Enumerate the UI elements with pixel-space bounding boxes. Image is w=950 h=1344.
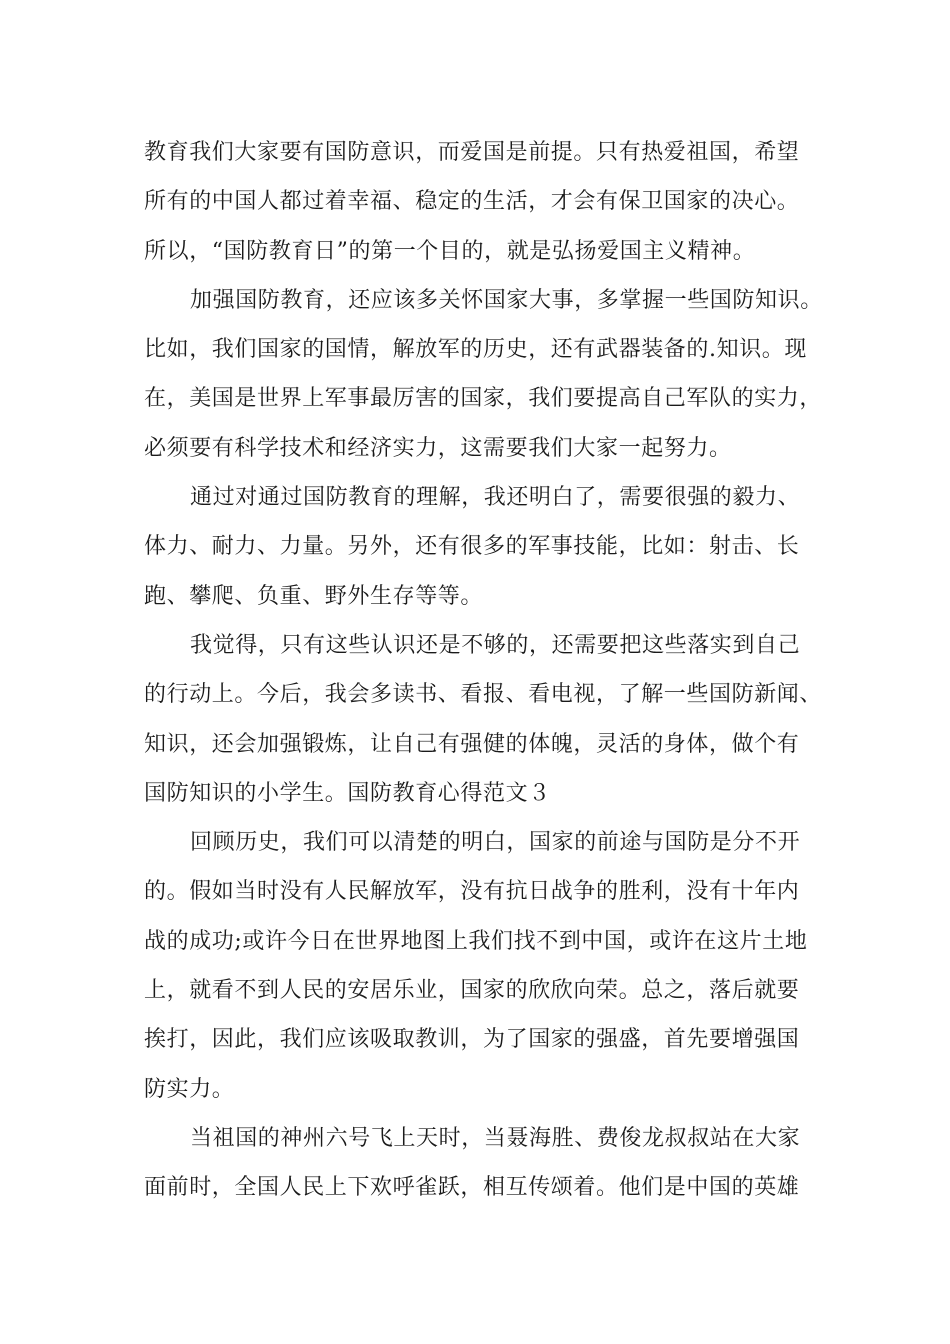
text-line: 教育我们大家要有国防意识，而爱国是前提。只有热爱祖国，希望	[144, 140, 800, 165]
text-line: 知识，还会加强锻炼，让自己有强健的体魄，灵活的身体，做个有	[144, 731, 800, 757]
text-line: 比如，我们国家的国情，解放军的历史，还有武器装备的.知识。现	[144, 337, 807, 363]
paragraph-start-line: 通过对通过国防教育的理解，我还明白了，需要很强的毅力、	[190, 485, 801, 511]
text-line: 在，美国是世界上军事最厉害的国家，我们要提高自己军队的实力，	[144, 386, 823, 412]
text-line: 国防知识的小学生。国防教育心得范文３	[144, 780, 551, 806]
paragraph-start-line: 当祖国的神州六号飞上天时，当聂海胜、费俊龙叔叔站在大家	[190, 1125, 801, 1151]
text-line: 跑、攀爬、负重、野外生存等等。	[144, 583, 484, 609]
document-body	[144, 128, 824, 1213]
text-line: 所以，“国防教育日”的第一个目的，就是弘扬爱国主义精神。	[144, 238, 756, 264]
text-line: 战的成功;或许今日在世界地图上我们找不到中国，或许在这片土地	[144, 928, 808, 954]
text-line: 面前时，全国人民上下欢呼雀跃，相互传颂着。他们是中国的英雄	[144, 1175, 800, 1201]
paragraph-start-line: 我觉得，只有这些认识还是不够的，还需要把这些落实到自己	[190, 632, 801, 658]
paragraph-start-line: 加强国防教育，还应该多关怀国家大事，多掌握一些国防知识。	[190, 287, 823, 313]
text-line: 的行动上。今后，我会多读书、看报、看电视，了解一些国防新闻、	[144, 682, 823, 708]
text-line: 上，就看不到人民的安居乐业，国家的欣欣向荣。总之，落后就要	[144, 978, 800, 1004]
text-line: 必须要有科学技术和经济实力，这需要我们大家一起努力。	[144, 435, 732, 461]
paragraph-start-line: 回顾历史，我们可以清楚的明白，国家的前途与国防是分不开	[190, 830, 801, 856]
text-line: 的。假如当时没有人民解放军，没有抗日战争的胜利，没有十年内	[144, 879, 800, 905]
text-line: 防实力。	[144, 1076, 235, 1102]
text-line: 所有的中国人都过着幸福、稳定的生活，才会有保卫国家的决心。	[144, 189, 800, 215]
text-line: 体力、耐力、力量。另外，还有很多的军事技能，比如：射击、长	[144, 534, 800, 560]
text-line: 挨打，因此，我们应该吸取教训，为了国家的强盛，首先要增强国	[144, 1027, 800, 1053]
